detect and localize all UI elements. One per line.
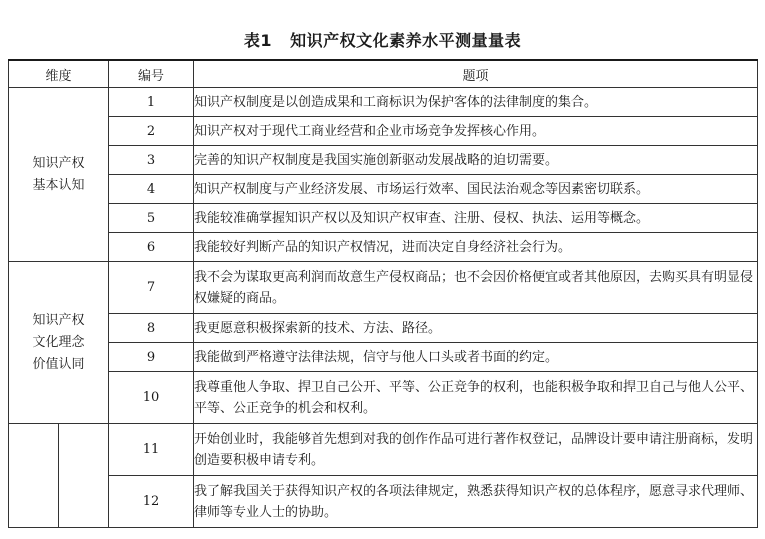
item-text: 完善的知识产权制度是我国实施创新驱动发展战略的迫切需要。: [194, 146, 758, 175]
item-text: 我能较准确掌握知识产权以及知识产权审查、注册、侵权、执法、运用等概念。: [194, 204, 758, 233]
item-number: 8: [109, 314, 194, 343]
table-caption: [0, 28, 765, 51]
dimension-line: 基本认知: [32, 177, 85, 193]
table-row: [9, 262, 758, 314]
header-dimension: 维度: [9, 60, 109, 88]
dimension-cell-basic-cognition: [9, 88, 109, 262]
dimension-line: 知识产权: [32, 312, 85, 328]
item-number: 9: [109, 343, 194, 372]
header-item: 题项: [194, 60, 758, 88]
table-row: [9, 314, 758, 343]
table-row: [9, 146, 758, 175]
item-number: 1: [109, 88, 194, 117]
table-header-row: [9, 60, 758, 88]
item-number: 10: [109, 372, 194, 424]
table-row: [9, 175, 758, 204]
dimension-cell-empty-right: [59, 424, 109, 528]
dimension-line: 知识产权: [32, 155, 85, 171]
table-row: [9, 372, 758, 424]
item-text: 我能做到严格遵守法律法规，信守与他人口头或者书面的约定。: [194, 343, 758, 372]
item-text: 知识产权制度与产业经济发展、市场运行效率、国民法治观念等因素密切联系。: [194, 175, 758, 204]
table-row: [9, 476, 758, 528]
item-number: 6: [109, 233, 194, 262]
table-row: [9, 233, 758, 262]
item-number: 7: [109, 262, 194, 314]
table-row: [9, 343, 758, 372]
item-text: 知识产权对于现代工商业经营和企业市场竞争发挥核心作用。: [194, 117, 758, 146]
table-number: 表1: [243, 31, 273, 50]
item-number: 2: [109, 117, 194, 146]
item-text: 我不会为谋取更高利润而故意生产侵权商品；也不会因价格便宜或者其他原因，去购买具有明显侵权嫌疑的商品。: [194, 262, 758, 314]
item-text: 开始创业时，我能够首先想到对我的创作作品可进行著作权登记，品牌设计要申请注册商标，发明创造要积极申请专利。: [194, 424, 758, 476]
item-text: 我尊重他人争取、捍卫自己公开、平等、公正竞争的权利，也能积极争取和捍卫自己与他人公平、平等、公正竞争的机会和权利。: [194, 372, 758, 424]
item-text: 我了解我国关于获得知识产权的各项法律规定，熟悉获得知识产权的总体程序，愿意寻求代理师、律师等专业人士的协助。: [194, 476, 758, 528]
table-row: [9, 117, 758, 146]
item-text: 知识产权制度是以创造成果和工商标识为保护客体的法律制度的集合。: [194, 88, 758, 117]
item-number: 4: [109, 175, 194, 204]
item-number: 3: [109, 146, 194, 175]
dimension-line: 价值认同: [32, 356, 85, 372]
table-row: [9, 424, 758, 476]
item-number: 5: [109, 204, 194, 233]
header-number: 编号: [109, 60, 194, 88]
item-number: 11: [109, 424, 194, 476]
dimension-cell-empty-left: [9, 424, 59, 528]
dimension-line: 文化理念: [32, 334, 85, 350]
item-text: 我更愿意积极探索新的技术、方法、路径。: [194, 314, 758, 343]
measurement-scale-table: [8, 59, 758, 528]
item-number: 12: [109, 476, 194, 528]
dimension-cell-value-identity: [9, 262, 109, 424]
table-row: [9, 204, 758, 233]
table-title: 知识产权文化素养水平测量量表: [290, 31, 522, 50]
item-text: 我能较好判断产品的知识产权情况，进而决定自身经济社会行为。: [194, 233, 758, 262]
table-row: [9, 88, 758, 117]
